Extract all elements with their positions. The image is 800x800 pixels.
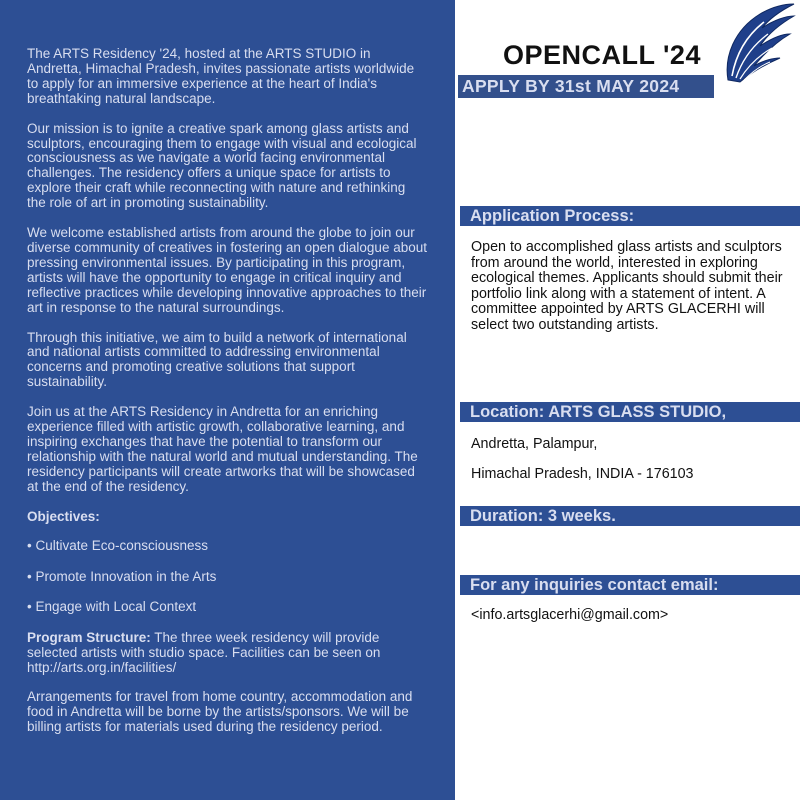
program-structure-label: Program Structure: <box>27 629 151 645</box>
objective-item: • Engage with Local Context <box>27 599 197 615</box>
program-structure-paragraph <box>27 631 427 676</box>
objectives-heading: Objectives: <box>27 508 100 524</box>
arrangements-paragraph: Arrangements for travel from home country, accommodation and food in Andretta will be borne by the artists/sponsors. We will be billing artists for materials used during the residency period. <box>27 689 413 735</box>
right-details-panel <box>455 0 800 800</box>
location-heading: Location: ARTS GLASS STUDIO, <box>460 402 800 422</box>
contact-email-link[interactable]: <info.artsglacerhi@gmail.com> <box>471 607 669 623</box>
intro-text-column <box>27 47 427 750</box>
objective-item: • Promote Innovation in the Arts <box>27 568 217 584</box>
intro-paragraph-1: The ARTS Residency '24, hosted at the ARTS STUDIO in Andretta, Himachal Pradesh, invites passionate artists worldwide to apply for an immersive experience at the heart of India's breathtaking natural landscape. <box>27 46 415 106</box>
join-paragraph: Join us at the ARTS Residency in Andretta for an enriching experience filled with artistic growth, collaborative learning, and inspiring exchanges that have the potential to transform our relationship with the natural world and mutual understanding. The residency participants will create artworks that will be showcased at the end of the residency. <box>27 404 418 494</box>
feather-logo-icon <box>720 2 796 84</box>
mission-paragraph: Our mission is to ignite a creative spark among glass artists and sculptors, encouraging them to engage with visual and ecological consciousness as we navigate a world facing environmental challenges. The residency offers a unique space for artists to explore their craft while reconnecting with nature and rethinking the role of art in promoting sustainability. <box>27 120 417 211</box>
contact-heading: For any inquiries contact email: <box>460 575 800 595</box>
objective-item: • Cultivate Eco-consciousness <box>27 538 209 554</box>
location-address-line-2: Himachal Pradesh, INDIA - 176103 <box>471 466 694 482</box>
location-address-line-1: Andretta, Palampur, <box>471 436 598 452</box>
application-process-text: Open to accomplished glass artists and sculptors from around the world, interested in exploring ecological themes. Applicants should submit their portfolio link along with a statement of intent. A committee appointed by ARTS GLACERHI will select two outstanding artists. <box>471 239 783 333</box>
opencall-title: OPENCALL '24 <box>503 40 701 70</box>
apply-deadline-banner: APPLY BY 31st MAY 2024 <box>458 75 714 98</box>
welcome-paragraph: We welcome established artists from around the globe to join our diverse community of creatives in fostering an open dialogue about pressing environmental issues. By participating in this program, artists will have the opportunity to engage in critical inquiry and reflective practices while developing innovative approaches to their art in response to the natural surroundings. <box>27 225 427 315</box>
duration-heading: Duration: 3 weeks. <box>460 506 800 526</box>
network-paragraph: Through this initiative, we aim to build a network of international and national artists committed to addressing environmental concerns and promoting creative solutions that support sustainability. <box>27 329 407 390</box>
program-structure-text: The three week residency will provide selected artists with studio space. Facilities can be seen on http://arts.org.in/facilities/ <box>27 629 381 675</box>
application-process-heading: Application Process: <box>460 206 800 226</box>
